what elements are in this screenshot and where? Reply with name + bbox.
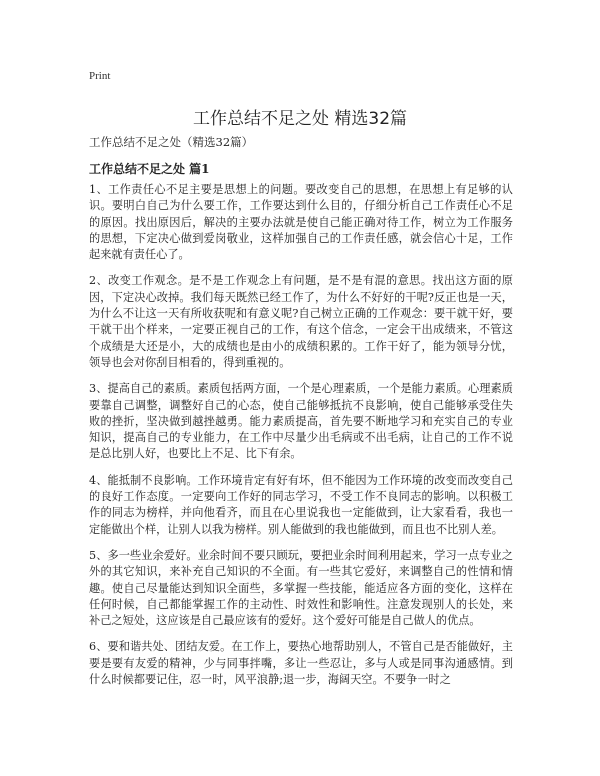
paragraph-3: 3、提高自己的素质。素质包括两方面，一个是心理素质，一个是能力素质。心理素质要靠自己调整，调整好自己的心态，使自己能够抵抗不良影响，使自己能够承受住失败的挫折，坚决做到越挫越勇。能力素质提高，首先要不断地学习和充实自己的专业知识，提高自己的专业能力，在工作中尽量少出毛病或不出毛病，让自己的工作不说是总比别人好，也要比上不足、比下有余。	[89, 382, 513, 461]
paragraph-2: 2、改变工作观念。是不是工作观念上有问题，是不是有混的意思。找出这方面的原因，下定决心改掉。我们每天既然已经工作了，为什么不好好的干呢?反正也是一天，为什么不让这一天有所收获呢和有意义呢?自己树立正确的工作观念：要干就干好，要干就干出个样来，一定要正视自己的工作，有这个信念，一定会干出成绩来，不管这个成绩是大还是小，大的成绩也是由小的成绩积累的。工作干好了，能为领导分忧，领导也会对你刮目相看的，得到重视的。	[89, 274, 513, 369]
document-body	[89, 182, 513, 698]
paragraph-5: 5、多一些业余爱好。业余时间不要只顾玩，要把业余时间利用起来，学习一点专业之外的其它知识，来补充自己知识的不全面。有一些其它爱好，来调整自己的性情和情趣。使自己尽量能达到知识全面些，多掌握一些技能，能适应各方面的变化，这样在任何时候，自己都能掌握工作的主动性、时效性和影响性。注意发现别人的长处，来补己之短处，这应该是自己最应该有的爱好。这个爱好可能是自己做人的优点。	[89, 548, 513, 628]
document-title: 工作总结不足之处 精选32篇	[192, 109, 408, 129]
paragraph-4: 4、能抵制不良影响。工作环境肯定有好有坏，但不能因为工作环境的改变而改变自己的良好工作态度。一定要向工作好的同志学习，不受工作不良同志的影响。以积极工作的同志为榜样，并向他看齐，而且在心里说我也一定能做到，让大家看看，我也一定能做出个样，让别人以我为榜样。别人能做到的我也能做到，而且也不比别人差。	[89, 473, 513, 536]
paragraph-1: 1、工作责任心不足主要是思想上的问题。要改变自己的思想，在思想上有足够的认识。要明白自己为什么要工作，工作要达到什么目的，仔细分析自己工作责任心不足的原因。找出原因后，解决的主要办法就是使自己能正确对待工作，树立为工作服务的思想，下定决心做到爱岗敬业，这样加强自己的工作责任感，就会信心十足，工作起来就有责任心了。	[89, 183, 513, 262]
print-label[interactable]: Print	[89, 70, 111, 82]
document-subtitle: 工作总结不足之处（精选32篇）	[89, 135, 254, 149]
paragraph-6: 6、要和谐共处、团结友爱。在工作上，要热心地帮助别人，不管自己是否能做好，主要是要有友爱的精神，少与同事拌嘴，多让一些忍让，多与人或是同事沟通感情。到什么时候都要记住，忍一时，风平浪静;退一步，海阔天空。不要争一时之	[89, 640, 513, 687]
section-heading: 工作总结不足之处 篇1	[89, 162, 210, 176]
